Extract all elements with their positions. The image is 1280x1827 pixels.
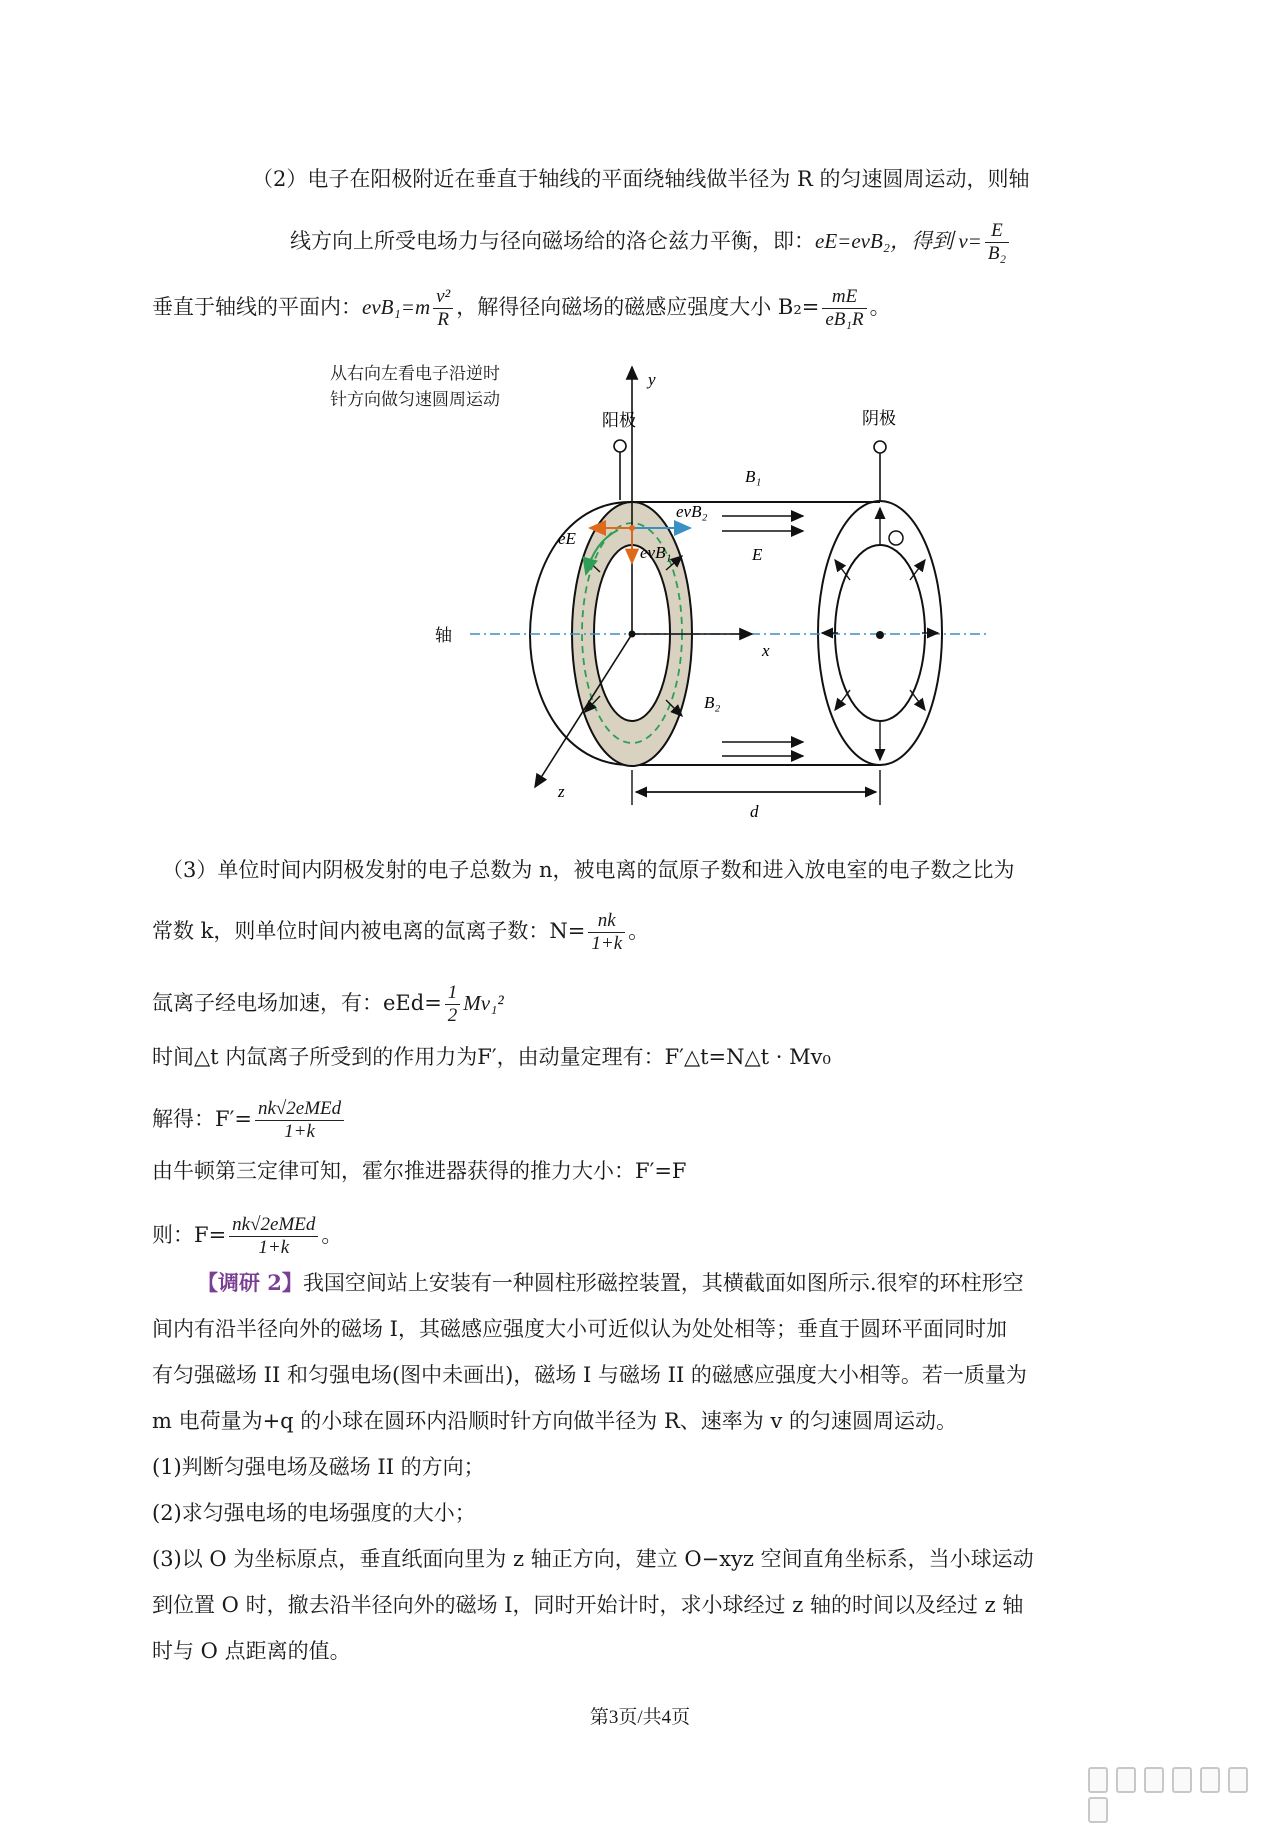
e-field-arrows bbox=[722, 516, 803, 756]
frac-den: eB₁R bbox=[825, 309, 864, 330]
fraction-thrust-1 bbox=[255, 1098, 344, 1143]
block bbox=[1200, 1767, 1220, 1793]
part2-line3-eq: evB₁=m bbox=[362, 295, 431, 319]
label-anode: 阳极 bbox=[602, 411, 636, 431]
block bbox=[1088, 1797, 1108, 1823]
part3-line6: 由牛顿第三定律可知，霍尔推进器获得的推力大小：F′=F bbox=[152, 1159, 687, 1183]
d-dimension bbox=[632, 770, 880, 805]
figure-caption-line1: 从右向左看电子沿逆时 bbox=[330, 364, 500, 384]
research2-line1 bbox=[197, 1268, 1024, 1298]
part2-line3-end: 。 bbox=[869, 295, 891, 319]
fraction-thrust-2 bbox=[229, 1214, 318, 1259]
block bbox=[1172, 1767, 1192, 1793]
page-footer: 第3页/共4页 bbox=[589, 1707, 691, 1728]
figure-caption-line2: 针方向做匀速圆周运动 bbox=[330, 390, 500, 410]
part3-line5-text: 解得：F′= bbox=[152, 1107, 252, 1131]
part3-line4: 时间△t 内氙离子所受到的作用力为F′，由动量定理有：F′△t=N△t · Mv₀ bbox=[152, 1045, 831, 1069]
part3-line7-end: 。 bbox=[321, 1223, 343, 1247]
frac-den: 1+k bbox=[591, 933, 623, 954]
research2-line4: m 电荷量为+q 的小球在圆环内沿顺时针方向做半径为 R、速率为 v 的匀速圆周运动。 bbox=[152, 1409, 958, 1433]
research2-line3: 有匀强磁场 II 和匀强电场(图中未画出)，磁场 I 与磁场 II 的磁感应强度大小相等。若一质量为 bbox=[152, 1363, 1027, 1387]
frac-num: nk bbox=[588, 910, 625, 933]
frac-num: mE bbox=[822, 286, 866, 309]
frac-den: B₂ bbox=[987, 243, 1007, 264]
label-cathode: 阴极 bbox=[862, 409, 896, 429]
label-evB1: evB₁ bbox=[640, 543, 672, 562]
research2-q3-line3: 时与 O 点距离的值。 bbox=[152, 1639, 351, 1663]
frac-den: R bbox=[437, 309, 449, 330]
part2-line2-text: 线方向上所受电场力与径向磁场给的洛仑兹力平衡，即： bbox=[290, 229, 815, 253]
part3-line7 bbox=[152, 1214, 342, 1259]
block bbox=[1116, 1767, 1136, 1793]
label-B2: B₂ bbox=[704, 693, 721, 712]
part2-line2-eq: eE=evB₂，得到 v= bbox=[815, 229, 982, 253]
anode-terminal bbox=[614, 440, 626, 500]
part2-line1: （2）电子在阳极附近在垂直于轴线的平面绕轴线做半径为 R 的匀速圆周运动，则轴 bbox=[252, 167, 1030, 191]
part2-line3-mid: ，解得径向磁场的磁感应强度大小 B₂= bbox=[456, 295, 820, 319]
block bbox=[1088, 1767, 1108, 1793]
research2-q3-line1: (3)以 O 为坐标原点，垂直纸面向里为 z 轴正方向，建立 O−xyz 空间直角坐标系，当小球运动 bbox=[152, 1547, 1034, 1571]
label-z: z bbox=[558, 782, 565, 801]
research2-line2: 间内有沿半径向外的磁场 I，其磁感应强度大小可近似认为处处相等；垂直于圆环平面同时加 bbox=[152, 1317, 1007, 1341]
part3-line3-text: 氙离子经电场加速，有：eEd= bbox=[152, 991, 442, 1015]
label-y: y bbox=[648, 370, 656, 389]
frac-den: 2 bbox=[447, 1005, 458, 1026]
electron-icon bbox=[889, 531, 903, 545]
research2-q3-line2: 到位置 O 时，撤去沿半径向外的磁场 I，同时开始计时，求小球经过 z 轴的时间以及经过 z 轴 bbox=[152, 1593, 1024, 1617]
cathode-terminal bbox=[874, 441, 886, 500]
fraction-half bbox=[445, 982, 461, 1027]
label-x: x bbox=[762, 641, 770, 660]
research2-q2: (2)求匀强电场的电场强度的大小； bbox=[152, 1501, 476, 1525]
frac-num: v² bbox=[433, 286, 453, 309]
part3-line2-end: 。 bbox=[628, 919, 650, 943]
frac-num: 1 bbox=[445, 982, 461, 1005]
label-B1: B₁ bbox=[745, 467, 762, 486]
part3-line5 bbox=[152, 1098, 347, 1143]
frac-num: nk√2eMEd bbox=[255, 1098, 344, 1121]
label-axis: 轴 bbox=[435, 626, 452, 646]
part3-line3-end: Mv₁² bbox=[463, 991, 504, 1015]
axis-point bbox=[876, 631, 884, 639]
part3-line3 bbox=[152, 982, 504, 1027]
block bbox=[1228, 1767, 1248, 1793]
part3-line7-text: 则：F= bbox=[152, 1223, 227, 1247]
fraction-nk-1k bbox=[588, 910, 625, 955]
research2-line1-text: 我国空间站上安装有一种圆柱形磁控装置，其横截面如图所示.很窄的环柱形空 bbox=[302, 1271, 1024, 1295]
corner-watermark-blocks bbox=[1088, 1767, 1280, 1827]
label-eE: eE bbox=[558, 529, 576, 548]
part3-line2-text: 常数 k，则单位时间内被电离的氙离子数：N= bbox=[152, 919, 586, 943]
block bbox=[1144, 1767, 1164, 1793]
part3-line1: （3）单位时间内阴极发射的电子总数为 n，被电离的氙原子数和进入放电室的电子数之比为 bbox=[162, 858, 1015, 882]
frac-den: 1+k bbox=[258, 1237, 290, 1258]
research2-tag: 【调研 2】 bbox=[197, 1270, 303, 1295]
frac-den: 1+k bbox=[284, 1121, 315, 1142]
label-d: d bbox=[750, 802, 759, 821]
frac-num: nk√2eMEd bbox=[229, 1214, 318, 1237]
part3-line2 bbox=[152, 910, 649, 955]
research2-q1: (1)判断匀强电场及磁场 II 的方向； bbox=[152, 1455, 485, 1479]
part2-line3-text: 垂直于轴线的平面内： bbox=[152, 295, 362, 319]
label-E: E bbox=[752, 545, 763, 564]
label-evB2: evB₂ bbox=[676, 502, 708, 521]
frac-num: E bbox=[985, 220, 1009, 243]
